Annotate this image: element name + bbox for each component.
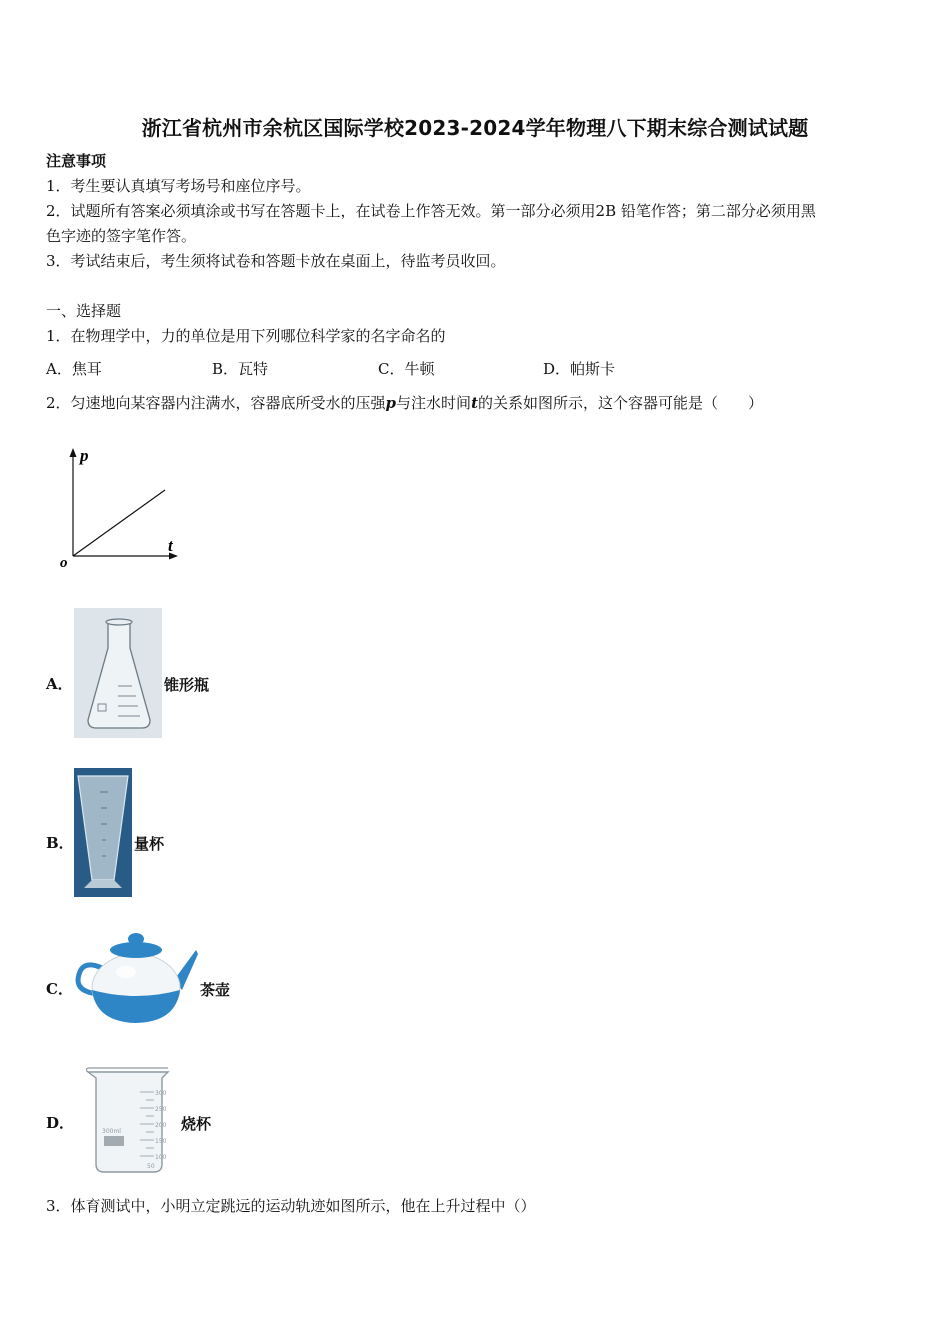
notice-item-3: 3．考试结束后，考生须将试卷和答题卡放在桌面上，待监考员收回。 — [46, 252, 506, 270]
beaker-scale-250: 250 — [155, 1106, 167, 1113]
conical-flask-image — [74, 608, 162, 738]
pressure-time-graph — [55, 440, 190, 575]
notice-item-1: 1．考生要认真填写考场号和座位序号。 — [46, 177, 311, 195]
origin-label: o — [60, 555, 68, 571]
q2-option-b-name: 量杯 — [134, 835, 165, 853]
beaker-volume-label: 300ml — [102, 1128, 121, 1135]
q1-option-a: A．焦耳 — [46, 360, 102, 378]
q2-var-t: t — [471, 394, 478, 412]
q2-option-c-letter: C． — [46, 980, 73, 998]
measuring-cup-image — [74, 768, 132, 897]
q2-var-p: p — [385, 394, 397, 412]
question-2-stem — [46, 393, 763, 413]
beaker-image — [84, 1064, 174, 1176]
q2-stem-part-a: 2．匀速地向某容器内注满水，容器底所受水的压强 — [46, 394, 386, 412]
notice-item-2-cont: 色字迹的签字笔作答。 — [46, 227, 197, 245]
beaker-scale-50: 50 — [147, 1163, 155, 1170]
question-1-stem: 1．在物理学中，力的单位是用下列哪位科学家的名字命名的 — [46, 327, 446, 345]
q2-option-b-letter: B． — [46, 834, 74, 852]
beaker-scale-200: 200 — [155, 1122, 167, 1129]
q2-option-a-letter: A． — [46, 675, 73, 693]
beaker-scale-300: 300 — [155, 1090, 167, 1097]
notice-heading: 注意事项 — [46, 152, 107, 170]
section-heading: 一、选择题 — [46, 302, 122, 320]
question-3-stem: 3．体育测试中，小明立定跳远的运动轨迹如图所示，他在上升过程中（） — [46, 1197, 536, 1215]
x-axis-label: t — [168, 536, 173, 555]
notice-item-2: 2．试题所有答案必须填涂或书写在答题卡上，在试卷上作答无效。第一部分必须用2B 铅笔作答；第二部分必须用黑 — [46, 202, 816, 220]
y-axis-label: p — [80, 446, 89, 465]
q2-option-a-name: 锥形瓶 — [164, 676, 210, 694]
q2-stem-part-c: 的关系如图所示，这个容器可能是（ ） — [478, 394, 764, 412]
q1-option-b: B．瓦特 — [212, 360, 269, 378]
y-axis-arrow-icon — [70, 448, 77, 457]
teapot-image — [74, 928, 200, 1024]
q2-stem-part-b: 与注水时间 — [396, 394, 472, 412]
beaker-scale-150: 150 — [155, 1138, 167, 1145]
q2-option-d-name: 烧杯 — [181, 1115, 212, 1133]
q1-option-d: D．帕斯卡 — [543, 360, 616, 378]
q2-option-d-letter: D． — [46, 1114, 75, 1132]
page-title: 浙江省杭州市余杭区国际学校2023-2024学年物理八下期末综合测试试题 — [141, 116, 809, 140]
p-t-line — [73, 490, 165, 556]
q1-option-c: C．牛顿 — [378, 360, 435, 378]
beaker-scale-100: 100 — [155, 1154, 167, 1161]
q2-option-c-name: 茶壶 — [200, 981, 231, 999]
